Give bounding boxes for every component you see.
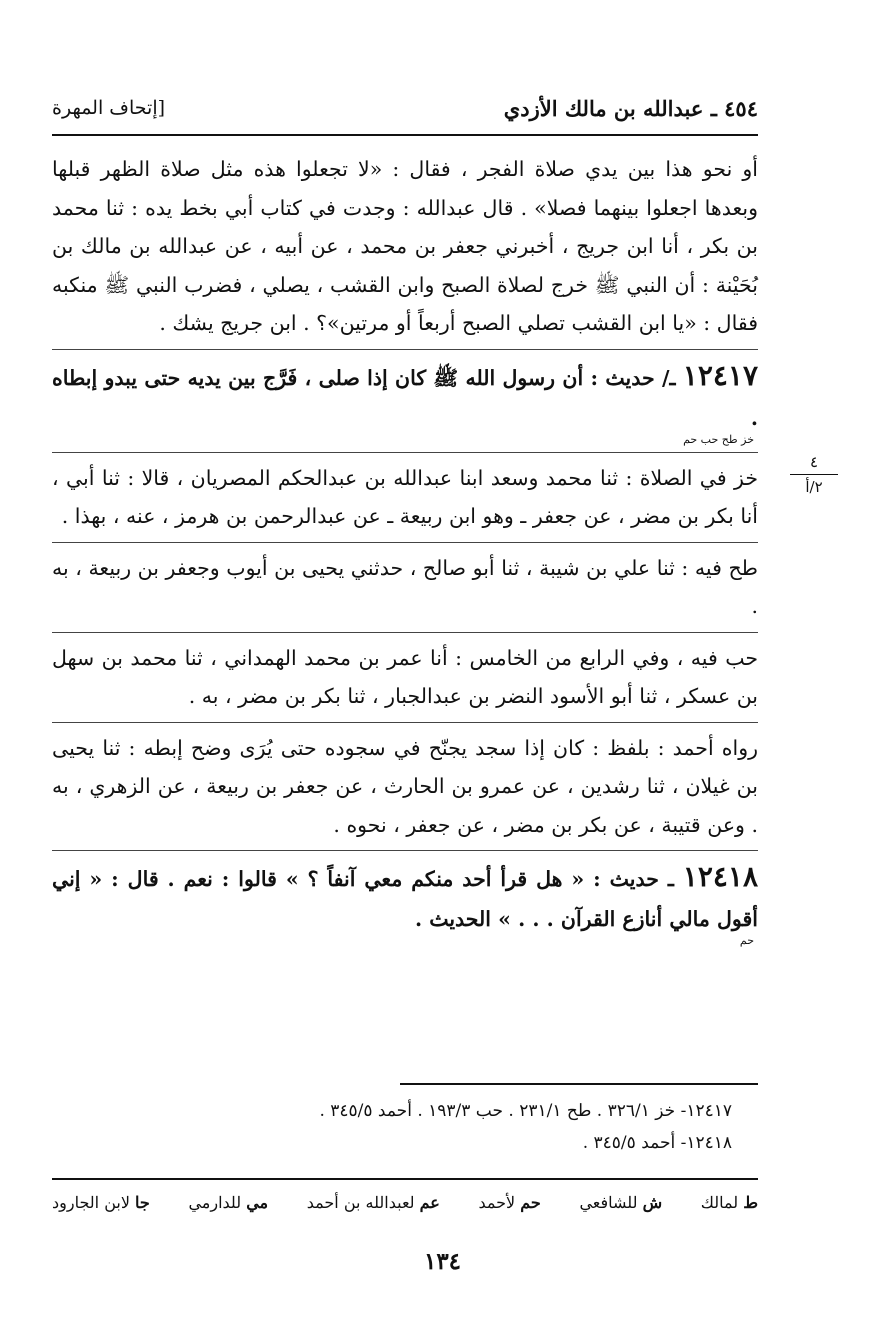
book-title: [إتحاف المهرة — [52, 97, 166, 119]
paragraph-divider — [52, 542, 758, 543]
paragraph: حب فيه ، وفي الرابع من الخامس : أنا عمر بن محمد الهمداني ، ثنا محمد بن سهل بن عسكر ، ثنا أبو الأسود النضر بن عبدالجبار ، ثنا بكر بن مضر ، به . — [52, 645, 758, 708]
margin-note — [790, 452, 838, 497]
paragraph: طح فيه : ثنا علي بن شيبة ، ثنا أبو صالح ، حدثني يحيى بن أيوب وجعفر بن ربيعة ، به . — [52, 555, 758, 618]
header-rule — [52, 134, 758, 136]
hadith-12418 — [52, 857, 758, 947]
hadith-text: أن رسول الله ﷺ كان إذا صلى ، فَرَّج بين يديه حتى يبدو إبطاه . — [52, 365, 758, 430]
paragraph: خز في الصلاة : ثنا محمد وسعد ابنا عبدالله بن عبدالحكم المصريان ، قالا : ثنا أبي ، أنا بكر بن مضر ، عن جعفر ـ وهو ابن ربيعة ـ عن عبدالرحمن بن هرمز ، عنه ، بهذا . — [52, 465, 758, 528]
hadith-label: ـ حديث : — [584, 867, 683, 891]
margin-note-rule — [790, 474, 838, 475]
running-header — [52, 88, 758, 128]
legend-item: حم لأحمد — [478, 1193, 541, 1212]
legend-item: مي للدارمي — [188, 1193, 269, 1212]
paragraph: أو نحو هذا بين يدي صلاة الفجر ، فقال : «لا تجعلوا هذه مثل صلاة الظهر قبلها وبعدها اجعلوا بينهما فصلا» . قال عبدالله : وجدت في كتاب أبي بخط يده : ثنا محمد بن بكر ، أنا ابن جريج ، أخبرني جعفر بن محمد ، عن أبيه ، عن عبدالله بن مالك بن بُحَيْنة : أن النبي ﷺ خرج لصلاة الصبح وابن القشب ، يصلي ، فضرب النبي ﷺ منكبه فقال : «يا ابن القشب تصلي الصبح أربعاً أو مرتين»؟ . ابن جريج يشك . — [52, 157, 758, 335]
legend-item: ط لمالك — [700, 1193, 758, 1212]
legend-item: ش للشافعي — [579, 1193, 663, 1212]
hadith-sigla: حم — [739, 934, 754, 947]
margin-note-bottom: ٢/أ — [805, 478, 823, 496]
footnotes — [52, 1095, 732, 1159]
hadith-number: ١٢٤١٧ — [682, 358, 758, 392]
paragraph-divider — [52, 632, 758, 633]
page-number: ١٣٤ — [423, 1248, 462, 1275]
legend-item: عم لعبدالله بن أحمد — [306, 1193, 440, 1212]
hadith-number: ١٢٤١٨ — [682, 860, 758, 893]
paragraph-divider — [52, 850, 758, 851]
footnote: ١٢٤١٧- خز ٣٢٦/١ . طح ٢٣١/١ . حب ١٩٣/٣ . أحمد ٣٤٥/٥ . — [319, 1101, 732, 1121]
paragraph-divider — [52, 452, 758, 453]
legend-item: جا لابن الجارود — [52, 1193, 150, 1212]
margin-note-top: ٤ — [809, 453, 819, 471]
hadith-text: « هل قرأ أحد منكم معي آنفاً ؟ » قالوا : نعم . قال : « إني أقول مالي أنازع القرآن . . . » الحديث . — [52, 867, 758, 931]
paragraph: رواه أحمد : بلفظ : كان إذا سجد يجنّح في سجوده حتى يُرَى وضح إبطه : ثنا يحيى بن غيلان ، ثنا رشدين ، عن عمرو بن الحارث ، عن جعفر بن ربيعة ، عن الزهري ، به . وعن قتيبة ، عن بكر بن مضر ، عن جعفر ، نحوه . — [52, 735, 758, 837]
abbreviation-legend — [52, 1193, 758, 1212]
footnote: ١٢٤١٨- أحمد ٣٤٥/٥ . — [582, 1133, 732, 1153]
hadith-12417 — [52, 356, 758, 446]
hadith-sigla: خز طح حب حم — [683, 432, 754, 446]
main-text — [52, 150, 758, 947]
legend-rule — [52, 1178, 758, 1180]
paragraph-divider — [52, 349, 758, 350]
hadith-separator: ـ/ — [654, 365, 683, 390]
footnote-rule — [400, 1083, 758, 1085]
chapter-title: ٤٥٤ ـ عبدالله بن مالك الأزدي — [503, 95, 758, 121]
paragraph-divider — [52, 722, 758, 723]
hadith-label: حديث : — [583, 365, 655, 390]
